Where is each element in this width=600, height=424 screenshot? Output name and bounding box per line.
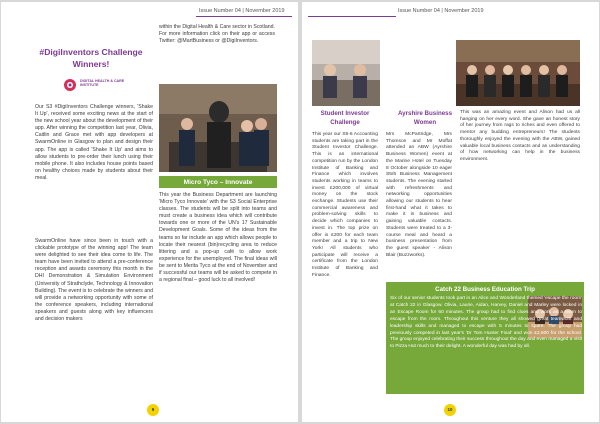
tyco-title: Micro Tyco – Innovate xyxy=(183,179,253,186)
amazing-event-paragraph: This was an amazing event and Alison had us all hanging on her every word. She gave an honest story of her journey from rags to riches and even offered to mentor any budding entrepreneurs! The students thoroughly enjoyed the evening with the ABW, gained valuable local business contacts and an understanding of how networking can help in the business environment. xyxy=(460,110,580,162)
ayrshire-title: Ayrshire Business Women xyxy=(397,110,453,126)
issue-header: Issue Number 04 | November 2019 xyxy=(199,8,285,14)
issue-header: Issue Number 04 | November 2019 xyxy=(398,8,484,14)
logo-text: DIGITAL HEALTH & CARE INSTITUTE xyxy=(80,79,125,88)
dhi-logo-icon xyxy=(63,78,77,92)
ayrshire-photo xyxy=(456,40,580,106)
page-number: 10 xyxy=(444,404,456,416)
dhi-logo xyxy=(63,76,133,94)
page-number: 9 xyxy=(147,404,159,416)
ayrshire-paragraph: Mrs McPartridge, Mrs Thomson and Mr Moffat attended an ABW (Ayrshire Business Women) event at the Marine Hotel on Tuesday 8 October alongside 10 eager S5/6 Business Management students. The evening started with refreshments and networking opportunities allowing our students to hear first-hand what it takes to make it in business and gaining valuable contacts. Students were treated to a 3-course meal and heard a business presentation from the guest speaker - Alison Blair (Buzzworks). xyxy=(386,132,452,258)
tyco-paragraph: This year the Business Department are launching 'Micro Tyco Innovate' with the S3 Social Enterprise classes. The students will be split into teams and must create a business idea which will contribute towards one or more of the UN's 17 Sustainable Development Goals. Some of the ideas from the teams so far include an app which allows people to locate their nearest (bin)recycling area to reduce littering and a pop-up café to allow work experience for the unemployed. The final ideas will be sent to Merita Tyco at the end of November and if successful our teams will be asked to compete in a regional final – good luck to all involved! xyxy=(159,192,277,284)
swarm-paragraph: SwarmOnline have since been in touch with a clickable prototype of the winning app! The team were delighted to see their idea come to life. The team have been invited to attend a pre-conference reception and awards ceremony this month in the DHI Demonstration & Simulation Environment (University of Strathclyde, Technology & Innovation Building). The event is to celebrate the winners and will provide a networking opportunity with some of the conference speakers, including international speakers and guests along with key influencers and decision makers xyxy=(35,238,153,323)
trip-title: Catch 22 Business Education Trip xyxy=(435,286,535,293)
trip-paragraph: Six of our senior students took part in an Alice and Wonderland themed 'escape the room' at Catch 22 in Glasgow. Olivia, Laurie, Aidan, Harvey, Daniel and Marley were locked in an Escape Room for 60 minutes. The group had to find clues and work as a team to escape from the room. Throughout this venture they all showed great teamwork and leadership skills and managed to escape with 5 minutes to spare. The group had previously competed in last year's 'Dr Tom Hunter Final' and won £2,500 for the school. The group enjoyed celebrating their success throughout the day and even managed a visit to Pizza Hut much to their delight. A wonderful day was had by all. xyxy=(390,296,582,350)
contact-paragraph: within the Digital Health & Care sector in Scotland. For more information click on their app or access Twitter: @MartBusiness or @DigiInventors. xyxy=(159,24,275,45)
left-page xyxy=(1,2,298,422)
challenge-title: #DigiInventors Challenge Winners! xyxy=(39,47,143,69)
investor-paragraph: This year our S5-6 Accounting students are taking part in the Student Investor Challenge. This is an international competition run by the London Institute of Banking and Finance which involves students working in teams to invest £200,000 of virtual money on the stock exchange. Students use their commercial awareness and problem-solving skills to decide which companies to invest in. The top prize on offer is £200 for each team member and a trip to New York! All students who participate will receive a certificate from the London Institute of Banking and Finance. xyxy=(312,132,378,278)
intro-paragraph: Our S3 #DigiInventors Challenge winners, 'Shake It Up', received some exciting news at the start of the new school year about the development of their app. After winning the competition last year, Olivia, Caitlin and Grace met with app developers at SwarmOnline in Glasgow to plan and design their app. The app is called 'Shake It Up' and aims to allow students to pre-order their lunch using their mobile phone. It also includes house points based on healthy choices made by students about their meal. xyxy=(35,104,153,181)
header-rule xyxy=(196,16,292,17)
right-page xyxy=(302,2,599,422)
header-rule xyxy=(308,16,396,17)
investor-photo xyxy=(312,40,380,106)
winners-photo xyxy=(159,84,277,172)
investor-title: Student Investor Challenge xyxy=(320,110,370,126)
